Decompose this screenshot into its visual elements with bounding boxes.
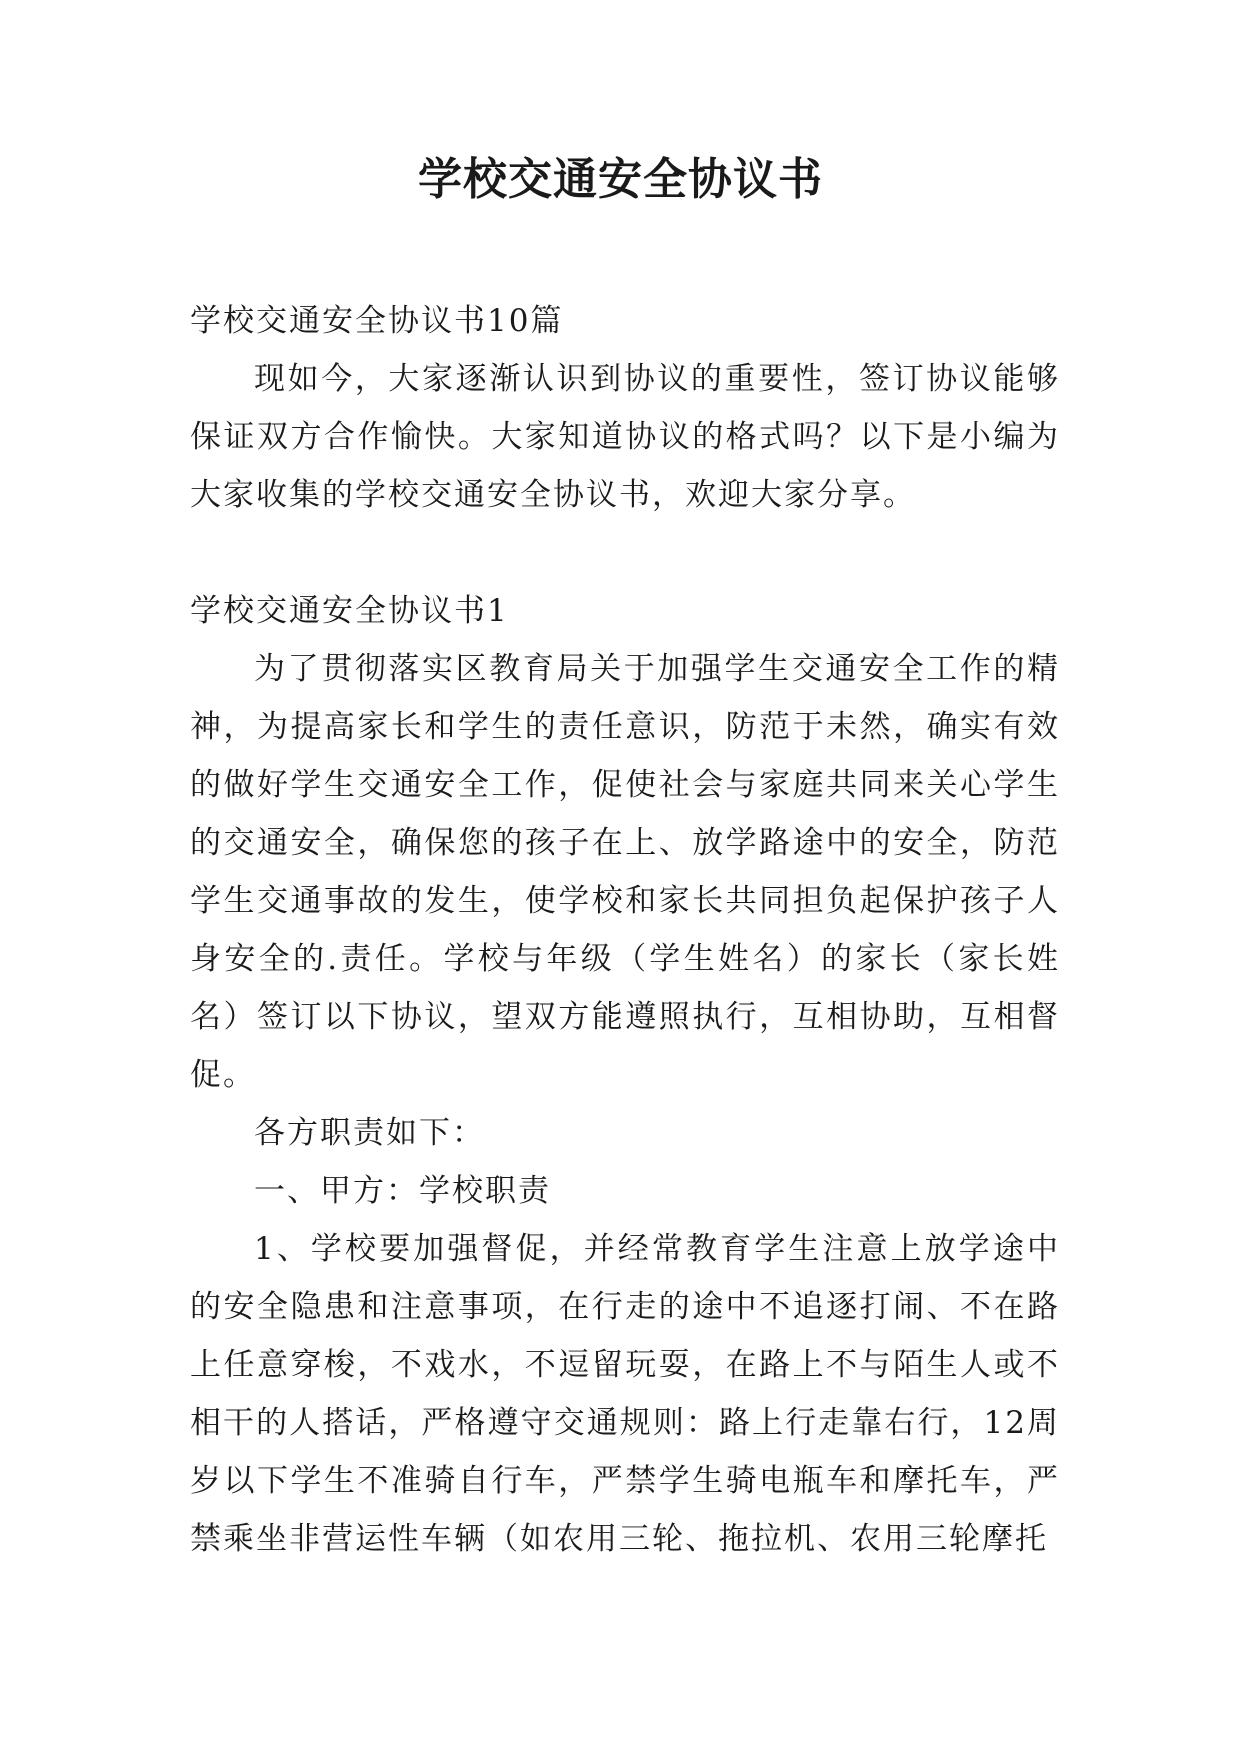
party-a-heading: 一、甲方：学校职责: [254, 1173, 551, 1209]
duties-intro: 各方职责如下：: [254, 1115, 485, 1151]
document-subtitle: 学校交通安全协议书10篇: [190, 303, 564, 339]
intro-paragraph: 现如今，大家逐渐认识到协议的重要性，签订协议能够保证双方合作愉快。大家知道协议的格式吗？以下是小编为大家收集的学校交通安全协议书，欢迎大家分享。: [190, 361, 1060, 513]
document-body: [190, 292, 1060, 1568]
body-paragraph: 为了贯彻落实区教育局关于加强学生交通安全工作的精神，为提高家长和学生的责任意识，防范于未然，确实有效的做好学生交通安全工作，促使社会与家庭共同来关心学生的交通安全，确保您的孩子在上、放学路途中的安全，防范学生交通事故的发生，使学校和家长共同担负起保护孩子人身安全的.责任。学校与年级（学生姓名）的家长（家长姓名）签订以下协议，望双方能遵照执行，互相协助，互相督促。: [190, 651, 1060, 1093]
section-heading: 学校交通安全协议书1: [190, 593, 509, 629]
list-item: 1、学校要加强督促，并经常教育学生注意上放学途中的安全隐患和注意事项，在行走的途中不追逐打闹、不在路上任意穿梭，不戏水，不逗留玩耍，在路上不与陌生人或不相干的人搭话，严格遵守交通规则：路上行走靠右行，12周岁以下学生不准骑自行车，严禁学生骑电瓶车和摩托车，严禁乘坐非营运性车辆（如农用三轮、拖拉机、农用三轮摩托: [190, 1231, 1060, 1557]
document-title: 学校交通安全协议书: [418, 154, 823, 205]
